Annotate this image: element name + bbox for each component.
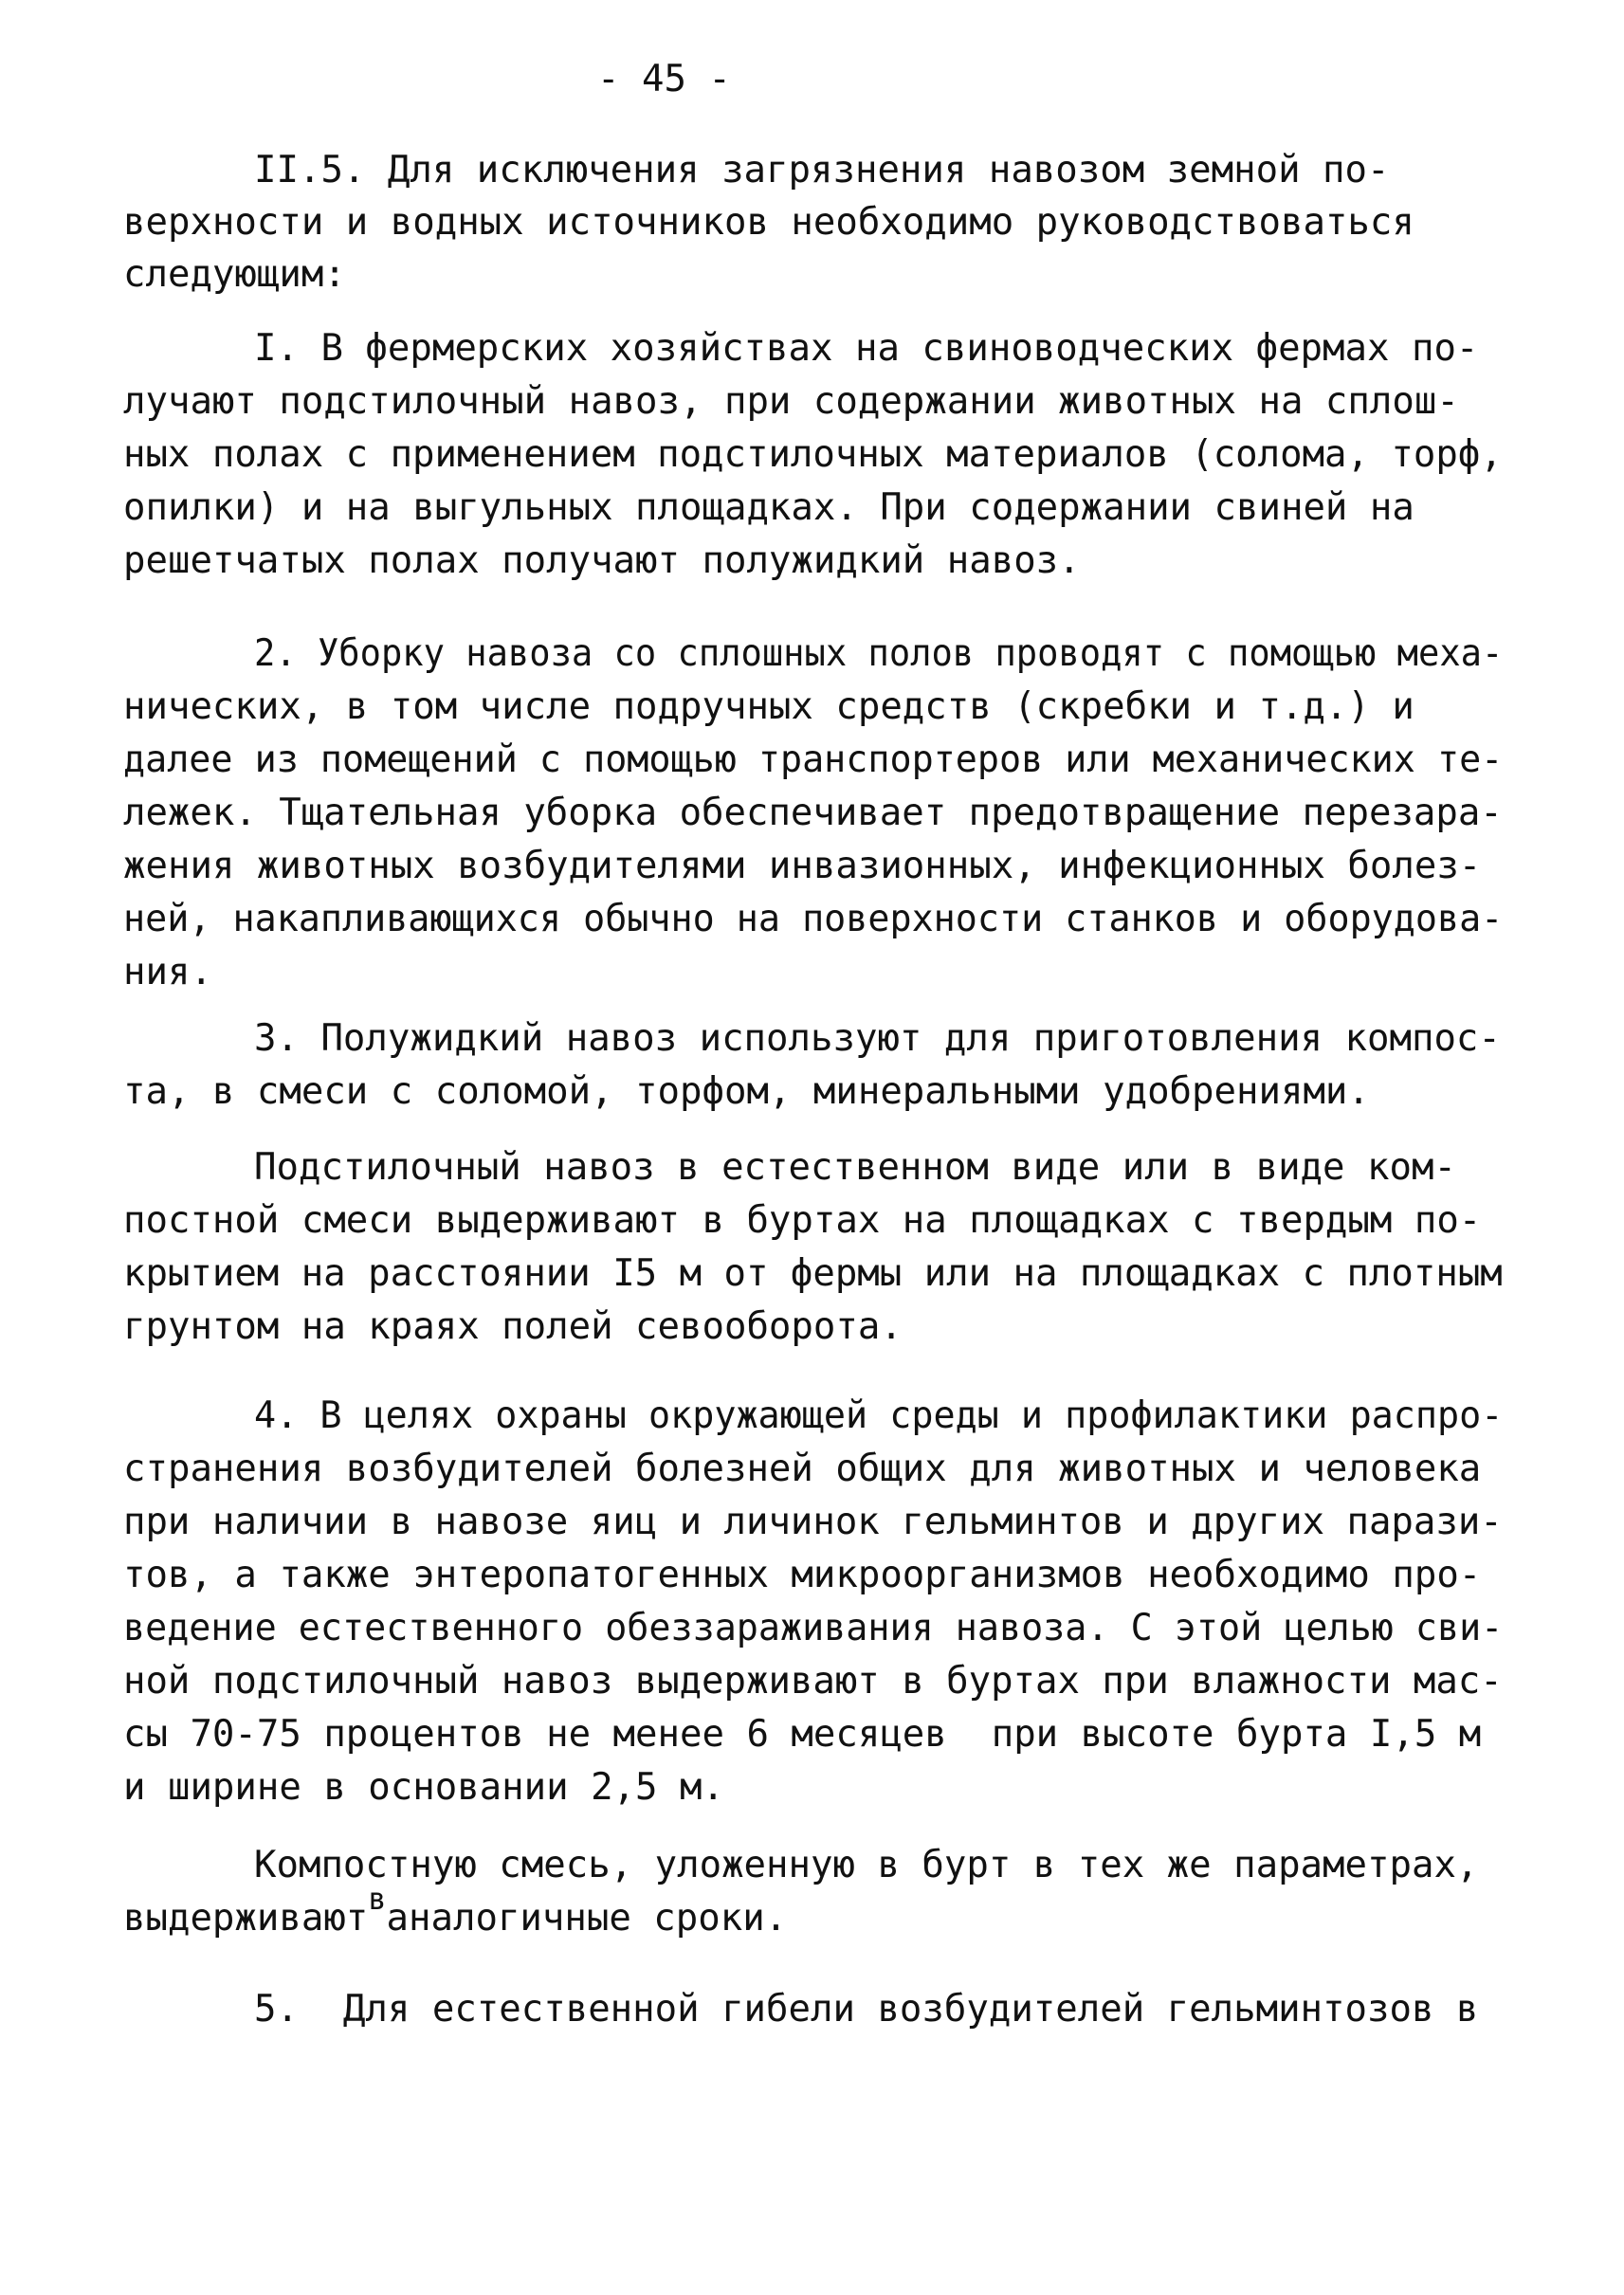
text-line: и ширине в основании 2,5 м. [123, 1766, 724, 1809]
text-line: нических, в том числе подручных средств (скребки и т.д.) и [123, 685, 1414, 728]
text-line: ведение естественного обеззараживания навоза. С этой целью сви- [123, 1607, 1504, 1649]
text-line: ных полах с применением подстилочных материалов (солома, торф, [123, 433, 1503, 476]
text-line: ней, накапливающихся обычно на поверхности станков и оборудова- [123, 898, 1504, 940]
text-fragment: аналогичные сроки. [386, 1897, 788, 1940]
text-line: Компостную смесь, уложенную в бурт в тех же параметрах, [254, 1844, 1479, 1886]
page-number: - 45 - [597, 58, 731, 100]
text-line: следующим: [123, 253, 346, 296]
text-line: ния. [123, 951, 212, 993]
text-line: тов, а также энтеропатогенных микроорганизмов необходимо про- [123, 1554, 1482, 1596]
text-line: 2. Уборку навоза со сплошных полов проводят с помощью меха- [254, 632, 1504, 675]
text-line: II.5. Для исключения загрязнения навозом земной по- [254, 149, 1390, 191]
text-line: 5. Для естественной гибели возбудителей гельминтозов в [254, 1988, 1479, 2031]
superscript-insertion: в [368, 1881, 387, 1917]
text-line: 3. Полужидкий навоз используют для приготовления компос- [254, 1017, 1501, 1060]
text-line: I. В фермерских хозяйствах на свиноводческих фермах по- [254, 327, 1479, 370]
text-line [123, 1881, 788, 1946]
text-line: решетчатых полах получают полужидкий навоз. [123, 539, 1081, 582]
text-line: постной смеси выдерживают в буртах на площадках с твердым по- [123, 1199, 1482, 1242]
text-line: крытием на расстоянии I5 м от фермы или на площадках с плотным [123, 1252, 1503, 1295]
text-fragment: выдерживают [123, 1897, 369, 1940]
text-line: далее из помещений с помощью транспортеров или механических те- [123, 738, 1504, 781]
text-line: та, в смеси с соломой, торфом, минеральными удобрениями. [123, 1070, 1370, 1113]
text-line: лучают подстилочный навоз, при содержании животных на сплош- [123, 380, 1459, 423]
text-line: сы 70-75 процентов не менее 6 месяцев при высоте бурта I,5 м [123, 1713, 1482, 1756]
text-line: грунтом на краях полей севооборота. [123, 1305, 903, 1348]
text-line: ной подстилочный навоз выдерживают в буртах при влажности мас- [123, 1660, 1503, 1703]
text-line: опилки) и на выгульных площадках. При содержании свиней на [123, 486, 1414, 529]
text-line: жения животных возбудителями инвазионных, инфекционных болез- [123, 845, 1482, 887]
text-line: Подстилочный навоз в естественном виде или в виде ком- [254, 1146, 1456, 1189]
text-line: при наличии в навозе яиц и личинок гельминтов и других парази- [123, 1501, 1503, 1543]
text-line: лежек. Тщательная уборка обеспечивает предотвращение перезара- [123, 792, 1503, 834]
text-line: странения возбудителей болезней общих для животных и человека [123, 1448, 1482, 1490]
text-line: верхности и водных источников необходимо руководствоваться [123, 201, 1414, 244]
text-line: 4. В целях охраны окружающей среды и профилактики распро- [254, 1394, 1504, 1437]
